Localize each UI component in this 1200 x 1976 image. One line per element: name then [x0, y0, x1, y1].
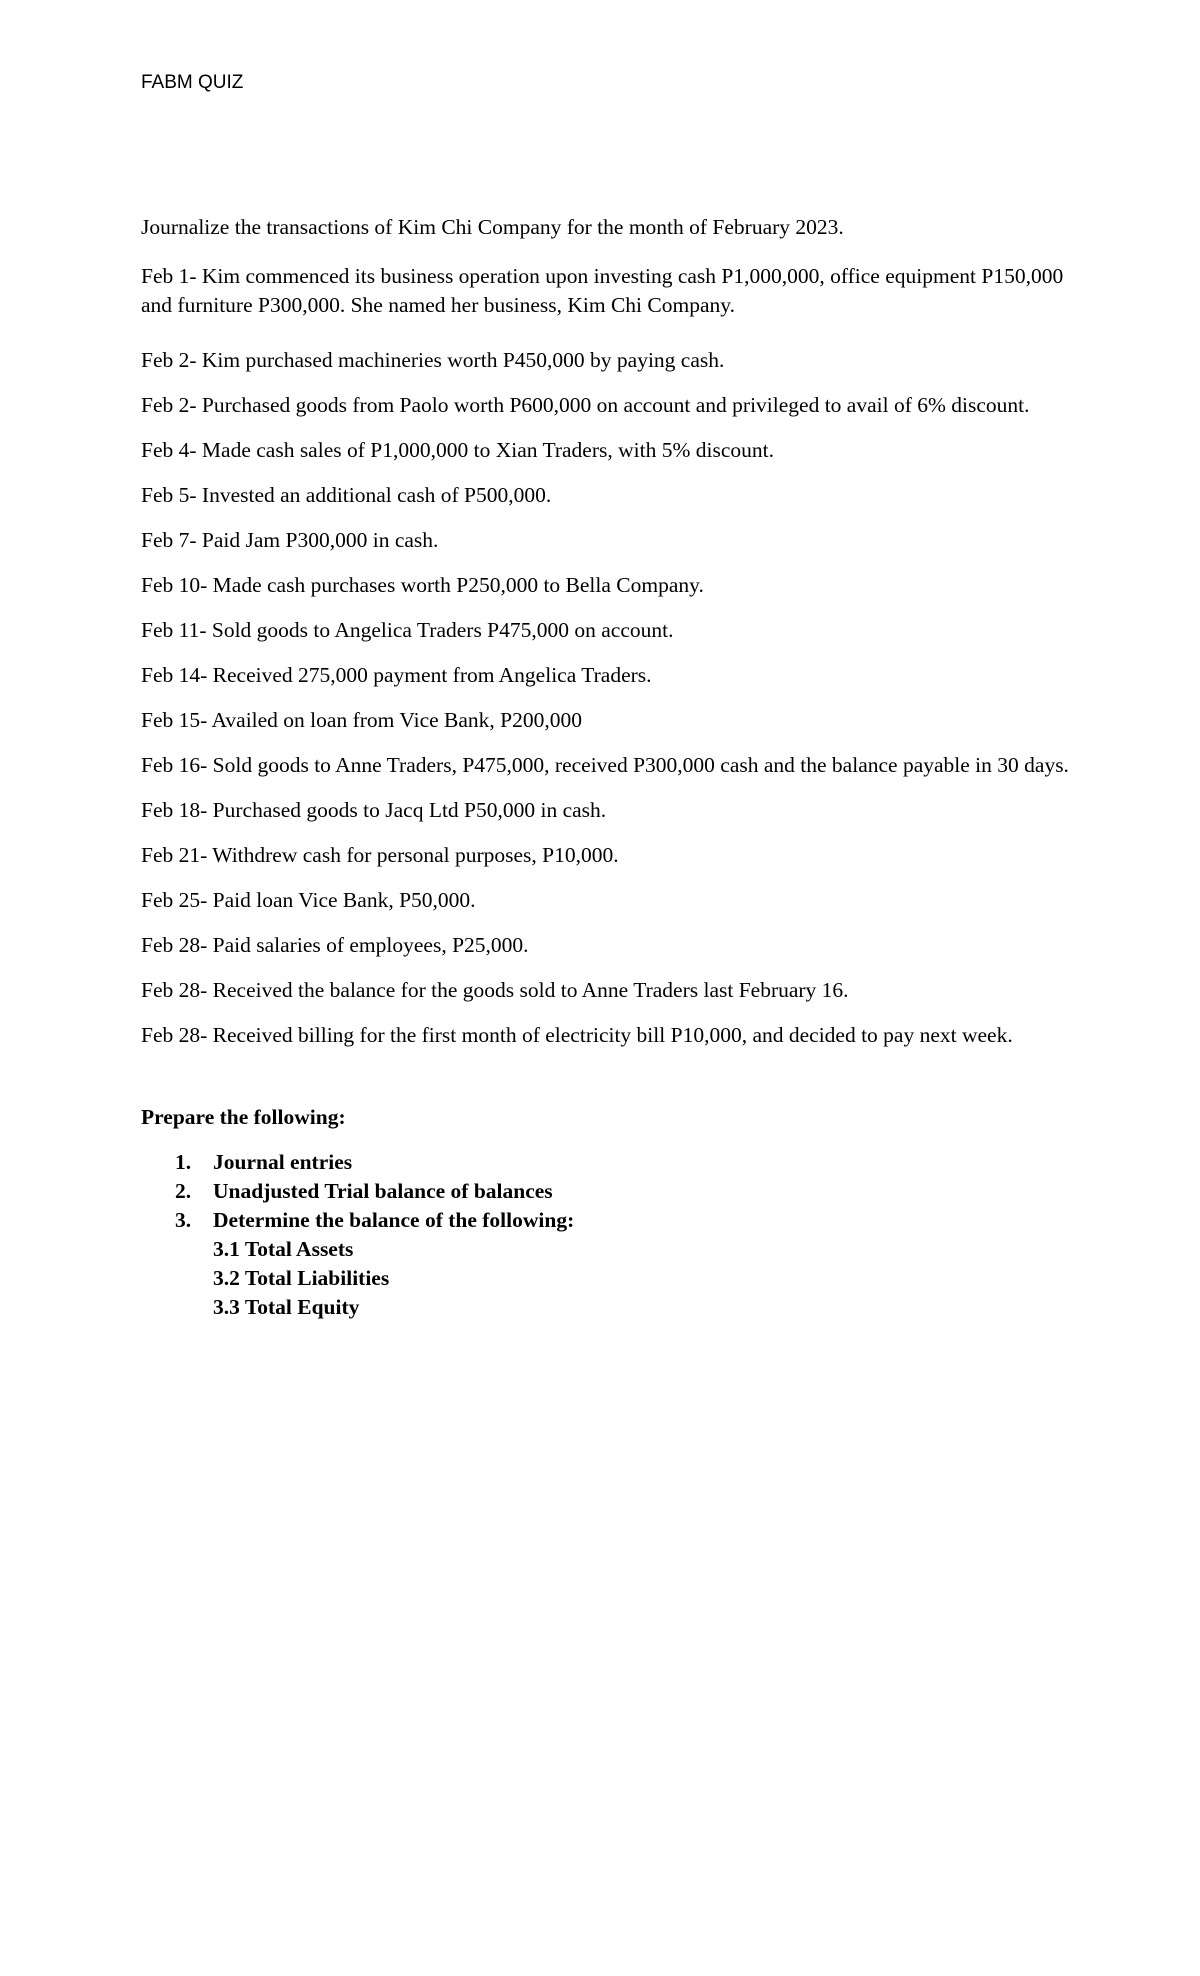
transaction-item: Feb 4- Made cash sales of P1,000,000 to Xian Traders, with 5% discount. — [141, 438, 774, 462]
task-label: Journal entries — [213, 1150, 353, 1174]
transaction-item: Feb 5- Invested an additional cash of P500,000. — [141, 483, 552, 507]
task-item — [141, 1206, 1071, 1322]
subtask-item: 3.2 Total Liabilities — [213, 1266, 390, 1290]
transaction-item: Feb 14- Received 275,000 payment from Angelica Traders. — [141, 663, 652, 687]
transaction-list — [141, 262, 1071, 1050]
task-number: 3. — [175, 1208, 192, 1232]
transaction-item: Feb 1- Kim commenced its business operation upon investing cash P1,000,000, office equipment P150,000 and furniture P300,000. She named her business, Kim Chi Company. — [141, 264, 1064, 317]
task-label: Determine the balance of the following: — [213, 1208, 575, 1232]
transaction-item: Feb 25- Paid loan Vice Bank, P50,000. — [141, 888, 476, 912]
prepare-heading: Prepare the following: — [141, 1105, 346, 1129]
task-number: 2. — [175, 1179, 192, 1203]
task-item — [141, 1148, 1071, 1177]
transaction-item: Feb 21- Withdrew cash for personal purposes, P10,000. — [141, 843, 619, 867]
instructions-text: Journalize the transactions of Kim Chi Company for the month of February 2023. — [141, 215, 844, 239]
task-label: Unadjusted Trial balance of balances — [213, 1179, 553, 1203]
document-body — [141, 213, 1071, 1322]
transaction-item: Feb 11- Sold goods to Angelica Traders P475,000 on account. — [141, 618, 674, 642]
transaction-item: Feb 16- Sold goods to Anne Traders, P475,000, received P300,000 cash and the balance payable in 30 days. — [141, 753, 1069, 777]
transaction-item: Feb 2- Purchased goods from Paolo worth P600,000 on account and privileged to avail of 6% discount. — [141, 393, 1030, 417]
transaction-item: Feb 28- Received billing for the first month of electricity bill P10,000, and decided to pay next week. — [141, 1023, 1013, 1047]
task-list — [141, 1148, 1071, 1322]
task-item — [141, 1177, 1071, 1206]
transaction-item: Feb 28- Paid salaries of employees, P25,000. — [141, 933, 529, 957]
subtask-list — [213, 1235, 1071, 1322]
transaction-item: Feb 28- Received the balance for the goods sold to Anne Traders last February 16. — [141, 978, 849, 1002]
task-number: 1. — [175, 1150, 192, 1174]
transaction-item: Feb 7- Paid Jam P300,000 in cash. — [141, 528, 439, 552]
transaction-item: Feb 2- Kim purchased machineries worth P450,000 by paying cash. — [141, 348, 725, 372]
subtask-item: 3.3 Total Equity — [213, 1295, 360, 1319]
transaction-item: Feb 18- Purchased goods to Jacq Ltd P50,000 in cash. — [141, 798, 607, 822]
page-header: FABM QUIZ — [141, 72, 244, 93]
subtask-item: 3.1 Total Assets — [213, 1237, 354, 1261]
transaction-item: Feb 10- Made cash purchases worth P250,000 to Bella Company. — [141, 573, 704, 597]
transaction-item: Feb 15- Availed on loan from Vice Bank, P200,000 — [141, 708, 582, 732]
